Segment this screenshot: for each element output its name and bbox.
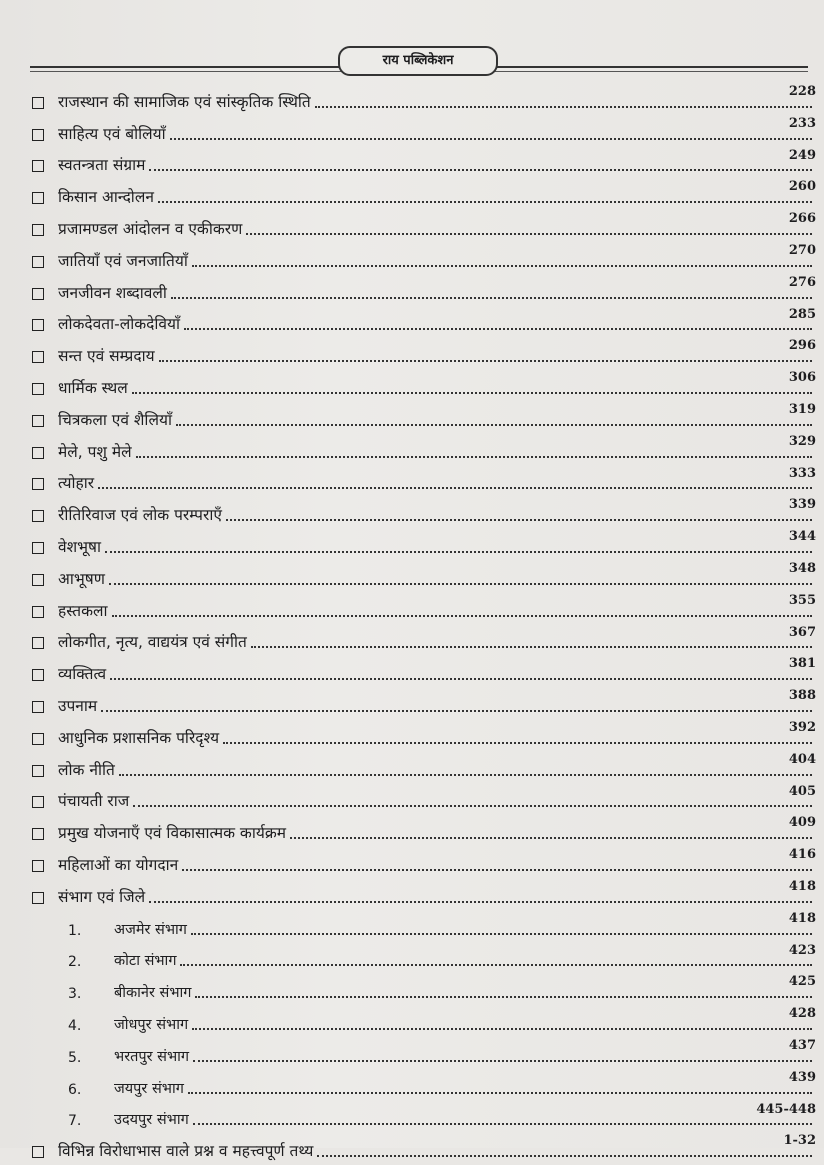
toc-entry (32, 434, 816, 466)
dot-leader (136, 456, 812, 458)
toc-entry (32, 148, 816, 180)
sub-toc-entry (32, 1070, 816, 1102)
dot-leader (188, 1092, 812, 1094)
dot-leader (191, 933, 812, 935)
entry-title: त्योहार (58, 474, 95, 493)
page-number: 388 (788, 688, 816, 704)
toc-entry (32, 211, 816, 243)
entry-title: चित्रकला एवं शैलियाँ (58, 410, 172, 429)
dot-leader (105, 551, 812, 553)
checkbox-bullet-icon (32, 192, 44, 204)
page-number: 233 (788, 115, 816, 131)
checkbox-bullet-icon (32, 574, 44, 586)
page-number: 329 (788, 433, 816, 449)
dot-leader (192, 265, 812, 267)
page-number: 249 (788, 147, 816, 163)
checkbox-bullet-icon (32, 415, 44, 427)
entry-number: 1. (68, 922, 82, 939)
entry-title: उपनाम (58, 696, 98, 715)
checkbox-bullet-icon (32, 224, 44, 236)
entry-title: किसान आन्दोलन (58, 188, 154, 207)
entry-title: प्रजामण्डल आंदोलन व एकीकरण (58, 219, 243, 238)
page-number: 276 (788, 274, 816, 290)
checkbox-bullet-icon (32, 733, 44, 745)
entry-title: प्रमुख योजनाएँ एवं विकासात्मक कार्यक्रम (58, 824, 287, 843)
page-number: 416 (788, 847, 816, 863)
entry-title: हस्तकला (58, 601, 108, 620)
page-number: 409 (788, 815, 816, 831)
dot-leader (195, 996, 812, 998)
entry-title: रीतिरिवाज एवं लोक परम्पराएँ (58, 506, 222, 525)
dot-leader (98, 487, 812, 489)
checkbox-bullet-icon (32, 478, 44, 490)
checkbox-bullet-icon (32, 129, 44, 141)
toc-entry (32, 466, 816, 498)
entry-number: 3. (68, 986, 82, 1003)
page-number: 418 (788, 878, 816, 894)
entry-title: धार्मिक स्थल (58, 378, 128, 397)
toc-entry (32, 784, 816, 816)
entry-number: 6. (68, 1081, 82, 1098)
entry-title: लोक नीति (58, 760, 115, 779)
dot-leader (184, 328, 812, 330)
sub-toc-entry (32, 1038, 816, 1070)
entry-title: आभूषण (58, 569, 105, 588)
page-number: 418 (788, 910, 816, 926)
page-number: 270 (788, 242, 816, 258)
dot-leader (149, 901, 812, 903)
checkbox-bullet-icon (32, 97, 44, 109)
entry-title: जयपुर संभाग (114, 1080, 184, 1097)
entry-title: मेले, पशु मेले (58, 442, 132, 461)
toc-entry (32, 561, 816, 593)
page-number: 428 (788, 1006, 816, 1022)
checkbox-bullet-icon (32, 542, 44, 554)
checkbox-bullet-icon (32, 828, 44, 840)
entry-title: व्यक्तित्व (58, 665, 107, 684)
toc-entry (32, 116, 816, 148)
entry-title: महिलाओं का योगदान (58, 855, 179, 874)
entry-title: जोधपुर संभाग (114, 1016, 189, 1033)
dot-leader (159, 360, 812, 362)
checkbox-bullet-icon (32, 383, 44, 395)
dot-leader (171, 297, 812, 299)
page-number: 425 (788, 974, 816, 990)
entry-title: कोटा संभाग (114, 953, 177, 970)
page-number: 344 (788, 529, 816, 545)
entry-title: विभिन्न विरोधाभास वाले प्रश्न व महत्त्वपूर्ण तथ्य (58, 1142, 314, 1161)
toc-entry (32, 402, 816, 434)
entry-title: जातियाँ एवं जनजातियाँ (58, 251, 188, 270)
checkbox-bullet-icon (32, 510, 44, 522)
toc-entry (32, 370, 816, 402)
checkbox-bullet-icon (32, 765, 44, 777)
entry-number: 2. (68, 954, 82, 971)
toc-entry (32, 688, 816, 720)
page-number: 296 (788, 338, 816, 354)
dot-leader (193, 1060, 812, 1062)
page-number: 333 (788, 465, 816, 481)
page-number: 437 (788, 1037, 816, 1053)
entry-title: उदयपुर संभाग (114, 1112, 189, 1129)
entry-title: जनजीवन शब्दावली (58, 283, 167, 302)
checkbox-bullet-icon (32, 860, 44, 872)
entry-number: 5. (68, 1049, 82, 1066)
checkbox-bullet-icon (32, 319, 44, 331)
page-number: 445-448 (756, 1101, 816, 1117)
dot-leader (149, 169, 812, 171)
dot-leader (193, 1123, 812, 1125)
toc-entry (32, 179, 816, 211)
entry-title: आधुनिक प्रशासनिक परिदृश्य (58, 728, 220, 747)
page-number: 367 (788, 624, 816, 640)
dot-leader (158, 201, 812, 203)
dot-leader (170, 138, 812, 140)
page-number: 339 (788, 497, 816, 513)
toc-entry (32, 879, 816, 911)
page-number: 1-32 (783, 1133, 816, 1149)
dot-leader (180, 964, 812, 966)
page-number: 423 (788, 942, 816, 958)
checkbox-bullet-icon (32, 256, 44, 268)
toc-entry (32, 275, 816, 307)
page-number: 381 (788, 656, 816, 672)
entry-title: पंचायती राज (58, 792, 130, 811)
dot-leader (133, 805, 812, 807)
entry-title: वेशभूषा (58, 537, 102, 556)
dot-leader (109, 583, 812, 585)
dot-leader (101, 710, 812, 712)
sub-toc-entry (32, 974, 816, 1006)
checkbox-bullet-icon (32, 351, 44, 363)
toc-entry (32, 625, 816, 657)
checkbox-bullet-icon (32, 892, 44, 904)
sub-toc-entry (32, 911, 816, 943)
checkbox-bullet-icon (32, 288, 44, 300)
dot-leader (192, 1028, 812, 1030)
checkbox-bullet-icon (32, 669, 44, 681)
dot-leader (112, 615, 812, 617)
dot-leader (315, 106, 812, 108)
toc-entry (32, 529, 816, 561)
entry-title: साहित्य एवं बोलियाँ (58, 124, 166, 143)
page-number: 439 (788, 1069, 816, 1085)
toc-entry (32, 847, 816, 879)
toc-entry (32, 243, 816, 275)
dot-leader (290, 837, 812, 839)
checkbox-bullet-icon (32, 701, 44, 713)
page-number: 348 (788, 560, 816, 576)
page-number: 355 (788, 592, 816, 608)
entry-title: स्वतन्त्रता संग्राम (58, 156, 146, 175)
toc-entry (32, 752, 816, 784)
dot-leader (317, 1155, 812, 1157)
toc-entry (32, 593, 816, 625)
page-number: 319 (788, 401, 816, 417)
page-number: 404 (788, 751, 816, 767)
table-of-contents (32, 84, 816, 1165)
publisher-header: राय पब्लिकेशन (338, 46, 498, 76)
entry-title: अजमेर संभाग (114, 921, 187, 938)
page-number: 260 (788, 179, 816, 195)
page-number: 392 (788, 719, 816, 735)
dot-leader (226, 519, 812, 521)
sub-toc-entry (32, 943, 816, 975)
entry-title: बीकानेर संभाग (114, 985, 192, 1002)
checkbox-bullet-icon (32, 447, 44, 459)
page-number: 405 (788, 783, 816, 799)
page-number: 228 (788, 84, 816, 99)
page-number: 266 (788, 211, 816, 227)
dot-leader (132, 392, 812, 394)
toc-entry (32, 720, 816, 752)
sub-toc-entry (32, 1102, 816, 1134)
dot-leader (246, 233, 812, 235)
page-number: 306 (788, 370, 816, 386)
dot-leader (251, 646, 812, 648)
checkbox-bullet-icon (32, 160, 44, 172)
toc-entry (32, 84, 816, 116)
entry-title: लोकदेवता-लोकदेवियाँ (58, 315, 181, 334)
toc-entry (32, 656, 816, 688)
checkbox-bullet-icon (32, 796, 44, 808)
checkbox-bullet-icon (32, 637, 44, 649)
dot-leader (110, 678, 812, 680)
toc-entry (32, 338, 816, 370)
entry-title: लोकगीत, नृत्य, वाद्ययंत्र एवं संगीत (58, 633, 247, 652)
toc-entry (32, 1133, 816, 1165)
dot-leader (223, 742, 812, 744)
dot-leader (182, 869, 812, 871)
entry-number: 7. (68, 1113, 82, 1130)
dot-leader (119, 774, 812, 776)
entry-title: संभाग एवं जिले (58, 887, 146, 906)
checkbox-bullet-icon (32, 606, 44, 618)
entry-number: 4. (68, 1017, 82, 1034)
toc-entry (32, 307, 816, 339)
entry-title: भरतपुर संभाग (114, 1048, 190, 1065)
entry-title: राजस्थान की सामाजिक एवं सांस्कृतिक स्थिति (58, 92, 311, 111)
toc-entry (32, 497, 816, 529)
toc-entry (32, 815, 816, 847)
entry-title: सन्त एवं सम्प्रदाय (58, 347, 155, 366)
dot-leader (176, 424, 812, 426)
sub-toc-entry (32, 1006, 816, 1038)
page-number: 285 (788, 306, 816, 322)
